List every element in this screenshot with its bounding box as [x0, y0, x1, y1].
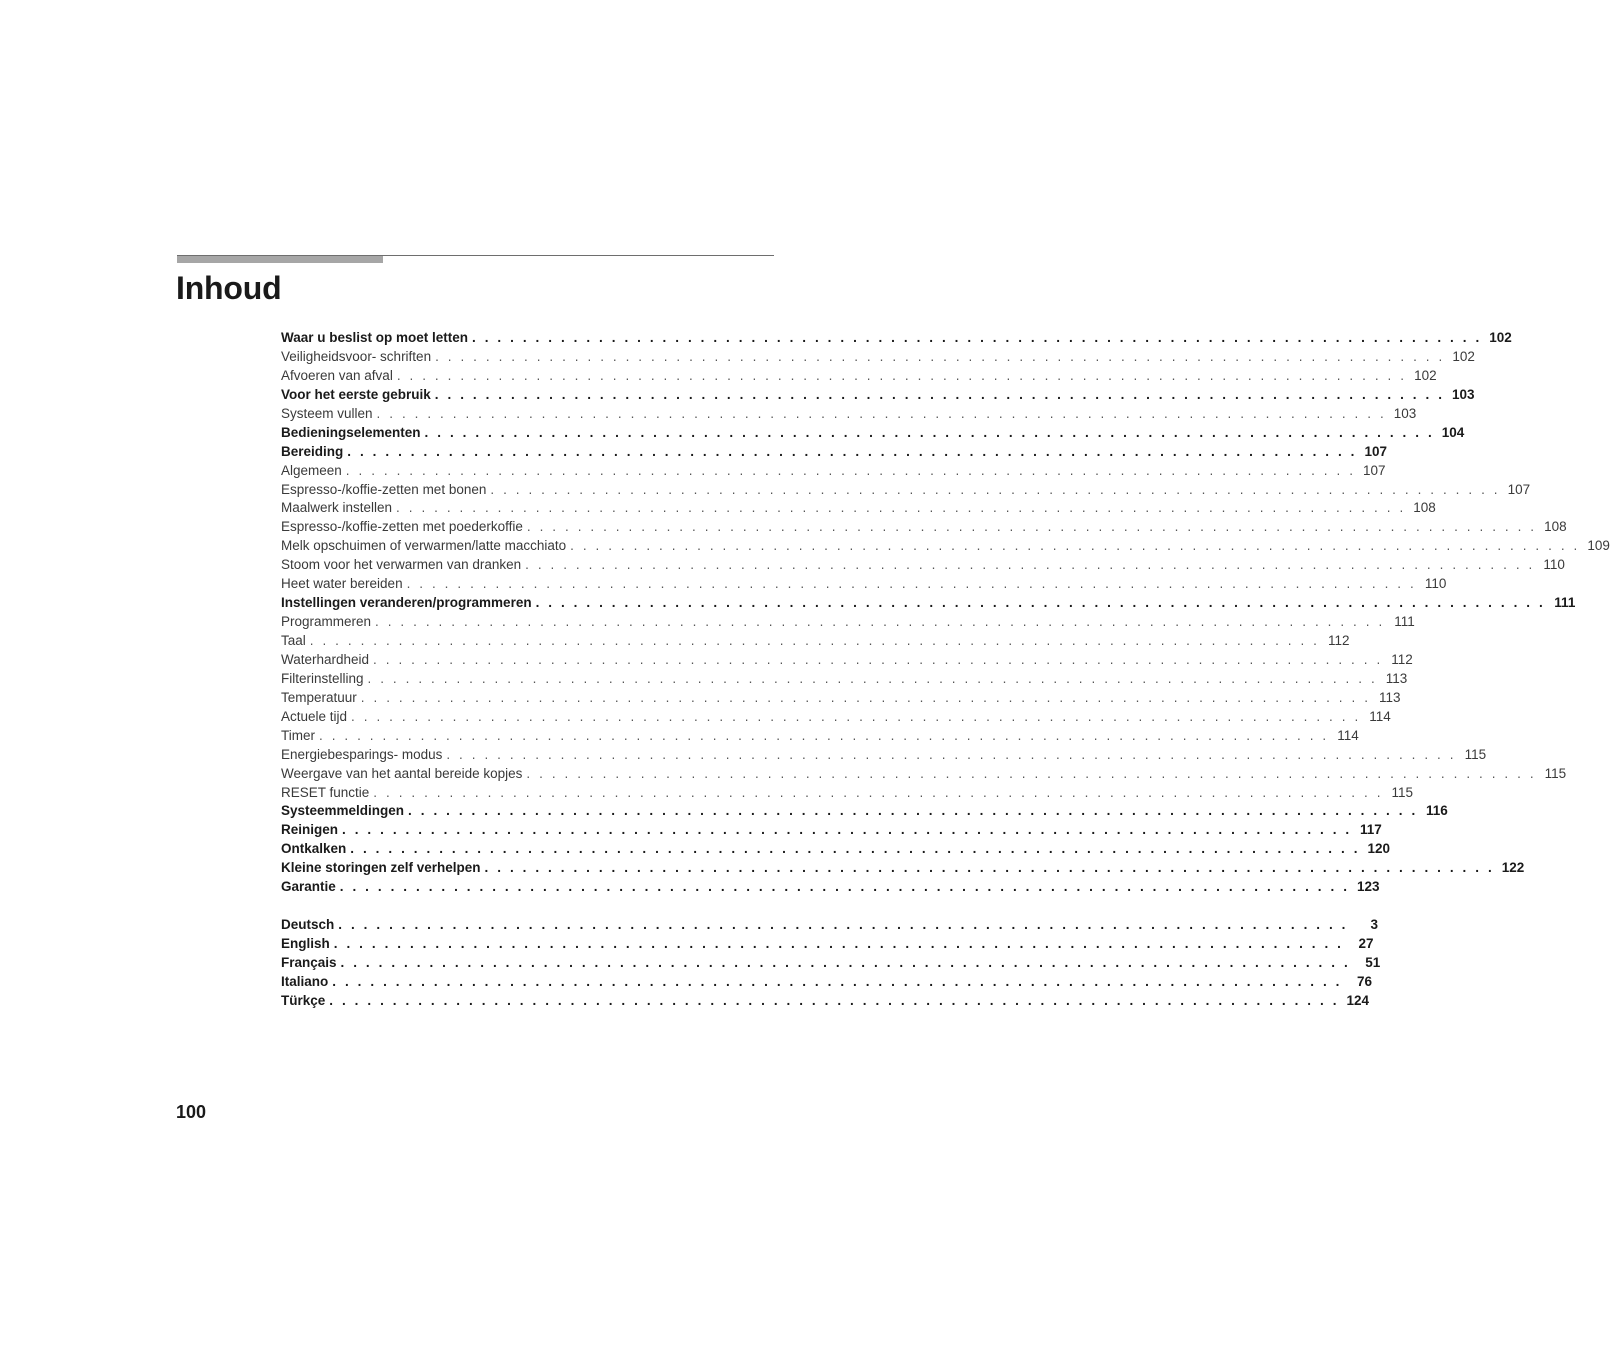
toc-entry-page: 104	[1441, 424, 1465, 440]
toc-leader-dots: . . . . . . . . . . . . . . . . . . . . . . . . . . . . . . . . . . . . . . . . . . . . . . . . . . . . . . . . . . . . . . . . . . . . . . . . . . . . . . . .	[340, 954, 1351, 970]
toc-leader-dots: . . . . . . . . . . . . . . . . . . . . . . . . . . . . . . . . . . . . . . . . . . . . . . . . . . . . . . . . . . . . . . . . . . . . . . . . . . . . . . . .	[446, 746, 1457, 762]
toc-leader-dots: . . . . . . . . . . . . . . . . . . . . . . . . . . . . . . . . . . . . . . . . . . . . . . . . . . . . . . . . . . . . . . . . . . . . . . . . . . . . . . . .	[360, 689, 1371, 705]
toc-entry-label: Bedieningselementen	[281, 424, 421, 440]
toc-entry	[281, 689, 1401, 709]
toc-entry-page: 115	[1464, 746, 1487, 762]
toc-entry-page: 113	[1379, 689, 1401, 705]
toc-leader-dots: . . . . . . . . . . . . . . . . . . . . . . . . . . . . . . . . . . . . . . . . . . . . . . . . . . . . . . . . . . . . . . . . . . . . . . . . . . . . . . . .	[319, 727, 1329, 743]
toc-entry	[281, 746, 1487, 766]
toc-leader-dots: . . . . . . . . . . . . . . . . . . . . . . . . . . . . . . . . . . . . . . . . . . . . . . . . . . . . . . . . . . . . . . . . . . . . . . . . . . . . . . . .	[396, 367, 1407, 383]
toc-entry-label: Kleine storingen zelf verhelpen	[281, 860, 481, 876]
toc-leader-dots: . . . . . . . . . . . . . . . . . . . . . . . . . . . . . . . . . . . . . . . . . . . . . . . . . . . . . . . . . . . . . . . . . . . . . . . . . . . . . . . .	[329, 992, 1340, 1008]
toc-leader-dots: . . . . . . . . . . . . . . . . . . . . . . . . . . . . . . . . . . . . . . . . . . . . . . . . . . . . . . . . . . . . . . . . . . . . . . . . . . . . . . . .	[350, 841, 1361, 857]
toc-entry-page: 120	[1367, 841, 1391, 857]
toc-entry-page: 123	[1357, 879, 1380, 895]
toc-entry-label: Weergave van het aantal bereide kopjes	[281, 765, 523, 781]
toc-entry-label: Espresso-/koffie-zetten met poederkoffie	[281, 519, 523, 535]
toc-entry-label: Italiano	[281, 973, 329, 989]
toc-entry-label: Ontkalken	[281, 841, 347, 857]
toc-entry-label: Espresso-/koffie-zetten met bonen	[281, 481, 487, 497]
toc-entry	[281, 405, 1417, 425]
toc-leader-dots: . . . . . . . . . . . . . . . . . . . . . . . . . . . . . . . . . . . . . . . . . . . . . . . . . . . . . . . . . . . . . . . . . . . . . . . . . . . . . . . .	[367, 670, 1378, 686]
toc-entry-page: 102	[1414, 367, 1437, 383]
toc-entry-label: Energiebesparings- modus	[281, 746, 443, 762]
toc-entry-label: RESET functie	[281, 784, 370, 800]
toc-entry	[281, 708, 1391, 728]
toc-leader-dots: . . . . . . . . . . . . . . . . . . . . . . . . . . . . . . . . . . . . . . . . . . . . . . . . . . . . . . . . . . . . . . . . . . . . . . . . . . . . . . . .	[408, 803, 1418, 819]
toc-leader-dots: . . . . . . . . . . . . . . . . . . . . . . . . . . . . . . . . . . . . . . . . . . . . . . . . . . . . . . . . . . . . . . . . . . . . . . . . . . . . . . . .	[375, 614, 1385, 630]
toc-entry	[281, 330, 1512, 349]
toc-entry-page: 102	[1489, 330, 1512, 345]
toc-entry	[281, 954, 1381, 974]
toc-entry	[281, 519, 1567, 538]
toc-leader-dots: . . . . . . . . . . . . . . . . . . . . . . . . . . . . . . . . . . . . . . . . . . . . . . . . . . . . . . . . . . . . . . . . . . . . . . . . . . . . . . . .	[396, 500, 1406, 516]
toc-leader-dots: . . . . . . . . . . . . . . . . . . . . . . . . . . . . . . . . . . . . . . . . . . . . . . . . . . . . . . . . . . . . . . . . . . . . . . . . . . . . . . . .	[376, 405, 1387, 421]
toc-entry-label: Türkçe	[281, 992, 326, 1008]
toc-entry-page: 110	[1543, 557, 1565, 573]
toc-leader-dots: . . . . . . . . . . . . . . . . . . . . . . . . . . . . . . . . . . . . . . . . . . . . . . . . . . . . . . . . . . . . . . . . . . . . . . . . . . . . . . . .	[351, 708, 1361, 724]
toc-entry-page: 113	[1385, 670, 1408, 686]
toc-entry	[281, 651, 1413, 671]
toc-entry-page: 107	[1507, 481, 1531, 497]
toc-entry-page: 107	[1363, 462, 1386, 478]
toc-entry	[281, 500, 1436, 519]
toc-entry-label: Programmeren	[281, 614, 372, 630]
toc-leader-dots: . . . . . . . . . . . . . . . . . . . . . . . . . . . . . . . . . . . . . . . . . . . . . . . . . . . . . . . . . . . . . . . . . . . . . . . . . . . . . . . .	[342, 822, 1352, 838]
toc-entry-label: Afvoeren van afval	[281, 367, 393, 383]
toc-entry	[281, 841, 1391, 860]
toc-entry-label: Reinigen	[281, 822, 339, 838]
toc-entry	[281, 917, 1379, 936]
toc-entry	[281, 443, 1388, 463]
toc-entry-label: Actuele tijd	[281, 708, 348, 724]
toc-leader-dots: . . . . . . . . . . . . . . . . . . . . . . . . . . . . . . . . . . . . . . . . . . . . . . . . . . . . . . . . . . . . . . . . . . . . . . . . . . . . . . . .	[526, 519, 1537, 535]
toc-leader-dots: . . . . . . . . . . . . . . . . . . . . . . . . . . . . . . . . . . . . . . . . . . . . . . . . . . . . . . . . . . . . . . . . . . . . . . . . . . . . . . . .	[373, 784, 1384, 800]
toc-leader-dots: . . . . . . . . . . . . . . . . . . . . . . . . . . . . . . . . . . . . . . . . . . . . . . . . . . . . . . . . . . . . . . . . . . . . . . . . . . . . . . . .	[345, 462, 1356, 478]
toc-entry-label: Bereiding	[281, 443, 344, 459]
toc-leader-dots: . . . . . . . . . . . . . . . . . . . . . . . . . . . . . . . . . . . . . . . . . . . . . . . . . . . . . . . . . . . . . . . . . . . . . . . . . . . . . . . .	[338, 917, 1349, 933]
toc-leader-dots: . . . . . . . . . . . . . . . . . . . . . . . . . . . . . . . . . . . . . . . . . . . . . . . . . . . . . . . . . . . . . . . . . . . . . . . . . . . . . . . .	[526, 765, 1537, 781]
toc-entry-page: 111	[1394, 614, 1415, 630]
toc-entry	[281, 765, 1567, 785]
toc-entry-page: 117	[1360, 822, 1382, 838]
toc-entry-label: Algemeen	[281, 462, 342, 478]
toc-entry-page: 103	[1393, 405, 1417, 421]
toc-entry-page: 115	[1544, 765, 1567, 781]
toc-entry-page: 116	[1426, 803, 1448, 819]
toc-leader-dots: . . . . . . . . . . . . . . . . . . . . . . . . . . . . . . . . . . . . . . . . . . . . . . . . . . . . . . . . . . . . . . . . . . . . . . . . . . . . . . . .	[332, 973, 1343, 989]
toc-leader-dots: . . . . . . . . . . . . . . . . . . . . . . . . . . . . . . . . . . . . . . . . . . . . . . . . . . . . . . . . . . . . . . . . . . . . . . . . . . . . . . . .	[435, 348, 1445, 364]
toc-entry-label: Systeemmeldingen	[281, 803, 405, 819]
toc-entry-label: Français	[281, 954, 337, 970]
toc-entry	[281, 936, 1374, 955]
toc-entry-page: 114	[1369, 708, 1391, 724]
page-number: 100	[176, 1102, 207, 1122]
toc-entry-page: 103	[1452, 386, 1475, 402]
toc-spacer	[281, 898, 672, 917]
toc-leader-dots: . . . . . . . . . . . . . . . . . . . . . . . . . . . . . . . . . . . . . . . . . . . . . . . . . . . . . . . . . . . . . . . . . . . . . . . . . . . . . . . .	[525, 557, 1535, 573]
toc-entry	[281, 462, 1386, 482]
toc-entry-label: Instellingen veranderen/programmeren	[281, 595, 532, 611]
toc-entry-label: Filterinstelling	[281, 670, 364, 686]
page-title: Inhoud	[176, 270, 282, 306]
toc-entry-page: 114	[1337, 727, 1359, 743]
toc-leader-dots: . . . . . . . . . . . . . . . . . . . . . . . . . . . . . . . . . . . . . . . . . . . . . . . . . . . . . . . . . . . . . . . . . . . . . . . . . . . . . . . .	[484, 860, 1495, 876]
toc-entry-label: Deutsch	[281, 917, 335, 933]
toc-entry-page: 115	[1391, 784, 1414, 800]
toc-entry-page: 112	[1391, 651, 1413, 667]
toc-entry	[281, 348, 1475, 368]
toc-leader-dots: . . . . . . . . . . . . . . . . . . . . . . . . . . . . . . . . . . . . . . . . . . . . . . . . . . . . . . . . . . . . . . . . . . . . . . . . . . . . . . . .	[309, 633, 1320, 648]
toc-entry-page: 124	[1346, 992, 1370, 1008]
toc-entry	[281, 481, 1531, 501]
toc-entry-page: 110	[1424, 576, 1447, 592]
toc-entry-page: 51	[1365, 954, 1381, 970]
toc-entry-page: 108	[1413, 500, 1436, 516]
table-of-contents	[281, 330, 1610, 1012]
toc-entry	[281, 424, 1465, 444]
toc-entry-label: English	[281, 936, 330, 951]
toc-leader-dots: . . . . . . . . . . . . . . . . . . . . . . . . . . . . . . . . . . . . . . . . . . . . . . . . . . . . . . . . . . . . . . . . . . . . . . . . . . . . . . . .	[424, 424, 1435, 440]
toc-entry	[281, 595, 1576, 614]
header-rule-thick	[177, 256, 383, 263]
toc-leader-dots: . . . . . . . . . . . . . . . . . . . . . . . . . . . . . . . . . . . . . . . . . . . . . . . . . . . . . . . . . . . . . . . . . . . . . . . . . . . . . . . .	[347, 443, 1358, 459]
toc-entry	[281, 973, 1373, 993]
toc-leader-dots: . . . . . . . . . . . . . . . . . . . . . . . . . . . . . . . . . . . . . . . . . . . . . . . . . . . . . . . . . . . . . . . . . . . . . . . . . . . . . . . .	[490, 481, 1501, 497]
toc-entry-page: 76	[1357, 973, 1373, 989]
toc-leader-dots: . . . . . . . . . . . . . . . . . . . . . . . . . . . . . . . . . . . . . . . . . . . . . . . . . . . . . . . . . . . . . . . . . . . . . . . . . . . . . . . .	[535, 595, 1546, 611]
toc-entry-label: Maalwerk instellen	[281, 500, 393, 516]
toc-entry-label: Veiligheidsvoor- schriften	[281, 348, 432, 364]
toc-entry	[281, 784, 1414, 804]
toc-entry-page: 3	[1370, 917, 1379, 933]
toc-leader-dots: . . . . . . . . . . . . . . . . . . . . . . . . . . . . . . . . . . . . . . . . . . . . . . . . . . . . . . . . . . . . . . . . . . . . . . . . . . . . . . . .	[570, 538, 1580, 554]
toc-entry	[281, 860, 1525, 879]
toc-entry-page: 122	[1501, 860, 1525, 876]
toc-entry-page: 108	[1544, 519, 1567, 535]
toc-entry	[281, 727, 1359, 747]
toc-leader-dots: . . . . . . . . . . . . . . . . . . . . . . . . . . . . . . . . . . . . . . . . . . . . . . . . . . . . . . . . . . . . . . . . . . . . . . . . . . . . . . . .	[406, 576, 1417, 592]
toc-entry	[281, 614, 1415, 633]
toc-entry-label: Waar u beslist op moet letten	[281, 330, 469, 345]
toc-entry-page: 27	[1358, 936, 1374, 951]
toc-entry-page: 111	[1554, 595, 1576, 611]
toc-entry	[281, 538, 1610, 557]
toc-leader-dots: . . . . . . . . . . . . . . . . . . . . . . . . . . . . . . . . . . . . . . . . . . . . . . . . . . . . . . . . . . . . . . . . . . . . . . . . . . . . . . . .	[472, 330, 1482, 345]
toc-entry	[281, 992, 1370, 1012]
toc-entry	[281, 803, 1448, 822]
toc-entry-label: Temperatuur	[281, 689, 357, 705]
toc-entry	[281, 879, 1380, 898]
toc-entry-label: Heet water bereiden	[281, 576, 403, 592]
toc-leader-dots: . . . . . . . . . . . . . . . . . . . . . . . . . . . . . . . . . . . . . . . . . . . . . . . . . . . . . . . . . . . . . . . . . . . . . . . . . . . . . . . .	[333, 936, 1344, 951]
toc-entry-label: Melk opschuimen of verwarmen/latte macchiato	[281, 538, 567, 554]
toc-leader-dots: . . . . . . . . . . . . . . . . . . . . . . . . . . . . . . . . . . . . . . . . . . . . . . . . . . . . . . . . . . . . . . . . . . . . . . . . . . . . . . . .	[373, 651, 1383, 667]
toc-entry	[281, 633, 1350, 652]
toc-entry	[281, 557, 1565, 576]
toc-entry	[281, 822, 1382, 841]
toc-entry-page: 112	[1328, 633, 1350, 648]
toc-entry	[281, 367, 1437, 387]
toc-entry-page: 109	[1587, 538, 1610, 554]
toc-entry-label: Voor het eerste gebruik	[281, 386, 431, 402]
toc-entry-label: Taal	[281, 633, 306, 648]
toc-entry-label: Waterhardheid	[281, 651, 370, 667]
toc-entry-page: 107	[1364, 443, 1388, 459]
toc-entry-label: Timer	[281, 727, 315, 743]
toc-leader-dots: . . . . . . . . . . . . . . . . . . . . . . . . . . . . . . . . . . . . . . . . . . . . . . . . . . . . . . . . . . . . . . . . . . . . . . . . . . . . . . . .	[339, 879, 1350, 895]
toc-entry-label: Systeem vullen	[281, 405, 373, 421]
toc-entry-label: Stoom voor het verwarmen van dranken	[281, 557, 522, 573]
toc-entry	[281, 386, 1475, 406]
toc-entry	[281, 670, 1408, 690]
toc-entry-page: 102	[1452, 348, 1475, 364]
toc-entry-label: Garantie	[281, 879, 336, 895]
toc-entry	[281, 576, 1447, 595]
toc-leader-dots: . . . . . . . . . . . . . . . . . . . . . . . . . . . . . . . . . . . . . . . . . . . . . . . . . . . . . . . . . . . . . . . . . . . . . . . . . . . . . . . .	[434, 386, 1445, 402]
